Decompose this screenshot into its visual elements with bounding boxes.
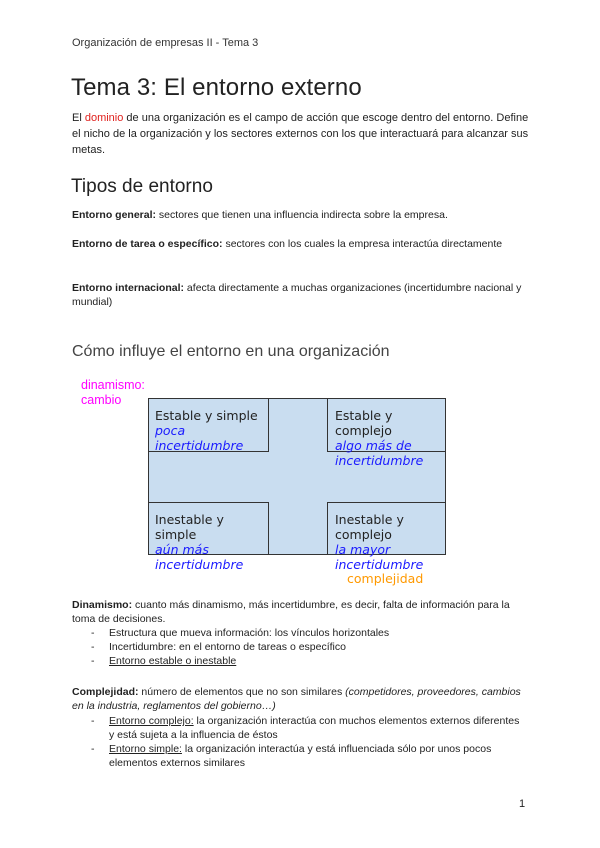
page-header: Organización de empresas II - Tema 3	[72, 37, 259, 49]
page-title: Tema 3: El entorno externo	[71, 74, 362, 101]
dinamismo-term: Dinamismo:	[72, 599, 133, 611]
page-number: 1	[519, 798, 526, 810]
cell-estable-complejo	[335, 408, 423, 468]
tipos-heading: Tipos de entorno	[71, 176, 213, 197]
tipo-tarea-term: Entorno de tarea o específico:	[72, 238, 223, 250]
cross-vertical-fill	[269, 399, 327, 554]
cell-inestable-complejo-note-1: la mayor	[335, 542, 391, 557]
list-item	[72, 714, 522, 742]
axis-cambio: cambio	[81, 393, 122, 407]
complejidad-examples: (competidores, proveedores, cambios en la industria, reglamentos del gobierno…)	[72, 686, 521, 712]
cell-estable-simple	[155, 408, 258, 453]
cell-estable-simple-note-1: poca	[155, 423, 186, 438]
influye-heading: Cómo influye el entorno en una organización	[72, 343, 390, 360]
cell-inestable-complejo	[335, 512, 423, 572]
cell-estable-complejo-note-2: incertidumbre	[335, 453, 424, 468]
axis-dinamismo: dinamismo:	[81, 378, 145, 392]
axis-complejidad: complejidad	[347, 571, 424, 586]
tipo-general	[72, 208, 532, 222]
cell-inestable-complejo-label-1: Inestable y	[335, 512, 404, 527]
cell-estable-simple-note-2: incertidumbre	[155, 438, 244, 453]
dinamismo-list	[72, 626, 522, 668]
intro-after: de una organización es el campo de acción que escoge dentro del entorno. Define el nicho de la organización y los sectores externos con los que interactuará para alcanzar sus metas.	[72, 112, 529, 156]
tipo-general-text: sectores que tienen una influencia indirecta sobre la empresa.	[156, 209, 448, 221]
complejidad-list	[72, 714, 522, 770]
tipo-tarea-text: sectores con los cuales la empresa interactúa directamente	[222, 238, 503, 250]
cell-inestable-simple-label-1: Inestable y	[155, 512, 224, 527]
complejidad-term: Complejidad:	[72, 686, 139, 698]
list-item: - Estructura que mueva información: los vínculos horizontales	[72, 626, 522, 640]
complejidad-paragraph	[72, 685, 532, 713]
tipo-internacional	[72, 281, 532, 309]
cell-inestable-simple	[155, 512, 243, 572]
cell-inestable-simple-note-2: incertidumbre	[155, 557, 244, 572]
dinamismo-paragraph	[72, 598, 532, 626]
cell-inestable-simple-label-2: simple	[155, 527, 197, 542]
cell-inestable-complejo-note-2: incertidumbre	[335, 557, 424, 572]
cell-estable-complejo-label-2: complejo	[335, 423, 392, 438]
intro-before: El	[72, 112, 85, 124]
list-item-term: Entorno simple:	[109, 743, 182, 755]
list-item-text: la organización interactúa con muchos elementos externos diferentes y está sujeta a la influencia de éstos	[109, 715, 520, 741]
list-item: - Incertidumbre: en el entorno de tareas o específico	[72, 640, 522, 654]
cell-inestable-simple-note-1: aún más	[155, 542, 209, 557]
dinamismo-text: cuanto más dinamismo, más incertidumbre, es decir, falta de información para la toma de decisiones.	[72, 599, 510, 625]
list-item	[72, 654, 522, 668]
cell-inestable-complejo-label-2: complejo	[335, 527, 392, 542]
tipo-tarea	[72, 237, 532, 251]
complejidad-text: número de elementos que no son similares	[138, 686, 346, 698]
tipo-internacional-term: Entorno internacional:	[72, 282, 185, 294]
list-item-term: Entorno complejo:	[109, 715, 194, 727]
list-item	[72, 742, 522, 770]
cell-estable-complejo-note-1: algo más de	[335, 438, 412, 453]
intro-highlight-dominio: dominio	[84, 112, 124, 124]
tipo-general-term: Entorno general:	[72, 209, 157, 221]
list-item-underlined: Entorno estable o inestable	[109, 655, 237, 667]
list-item-text: la organización interactúa y está influenciada sólo por unos pocos elementos externos similares	[109, 743, 492, 769]
cell-estable-complejo-label-1: Estable y	[335, 408, 393, 423]
tipo-internacional-text: afecta directamente a muchas organizaciones (incertidumbre nacional y mundial)	[72, 282, 522, 308]
cell-estable-simple-label: Estable y simple	[155, 408, 258, 423]
intro-paragraph	[72, 110, 532, 158]
